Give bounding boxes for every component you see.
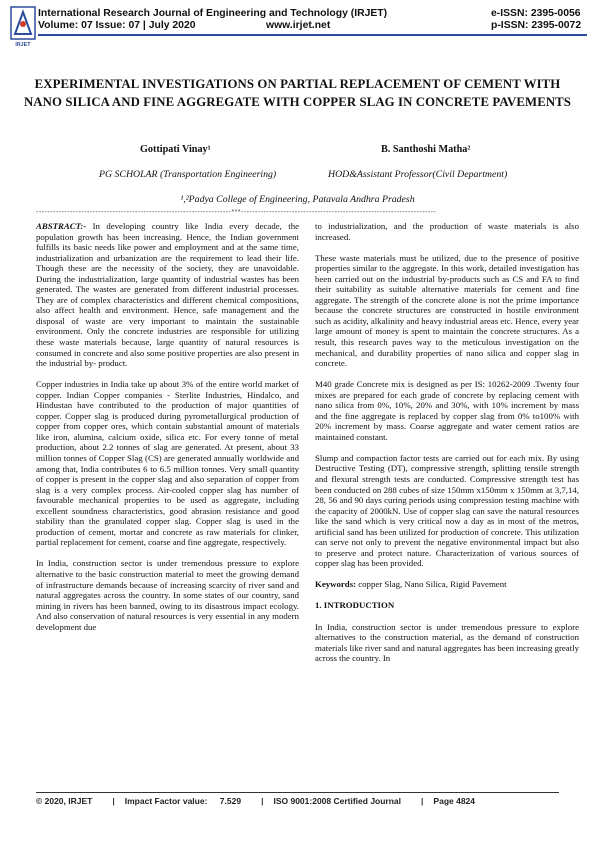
journal-name: International Research Journal of Engineering and Technology (IRJET): [38, 8, 388, 19]
impact-label: Impact Factor value:: [124, 796, 208, 806]
page-number: Page 4824: [433, 796, 476, 806]
left-column: [36, 221, 299, 643]
body-paragraph: These waste materials must be utilized, due to the presence of positive properties similar to the aggregate. In this work, detailed investigation has been carried out on the industrial by-products such as CS and FA to find their suitability as suitable alternative materials for cement and fine aggregate. The strength of the concrete alone is not the prime importance because the concrete structures are constructed in hostile environment such as acidity, alkalinity and heavy industrial areas etc. Hence, every year large amount of money is spent to maintain the concrete structures. As a result, this research paves way to the meticulous investigation on the mechanical, and durability properties of nano silica and copper slag in concrete.: [315, 252, 579, 369]
right-column: [315, 221, 579, 674]
impact-value: 7.529: [219, 796, 242, 806]
section-heading: 1. INTRODUCTION: [315, 600, 395, 611]
intro-paragraph: In India, construction sector is under tremendous pressure to explore alternatives to the construction material, as the demand of construction materials like river sand and natural aggregates has been increasing greatly across the country. In: [315, 621, 579, 664]
footer-copyright: © 2020, IRJET: [36, 796, 93, 806]
page-footer: [36, 796, 559, 806]
issn-block: [491, 8, 587, 32]
separator-line: ---------------------------------------------------------------------***---------------------------------------------------------------------: [36, 209, 437, 216]
abstract-text: In developing country like India every decade, the population growth has been increasing. Hence, the Indian government fulfills its basic needs like power and employment and at the same time, industrialization and urbanization are the requirement to lead their life. Though these are the necessity of the society, they are unavoidable. During the industrialization, large quantity of industrial wastes has been generated. The wastes are generated from different industrial processes. They are of complex characteristics and different chemical compositions, also affect health and environment. Hence, safe management and the disposal of waste are very important to maintain the sustainable environment. Only the concrete industries are responsible for utilizing these waste materials because, large quantity of natural resources is consumed in concrete and also some positive properties are also present in the industrial by- product.: [36, 221, 299, 369]
journal-url[interactable]: www.irjet.net: [266, 20, 331, 31]
body-paragraph: Slump and compaction factor tests are carried out for each mix. By using Destructive Testing (DT), compressive strength, splitting tensile strength and flexural strength tests are conducted. Compressive strength test has been conducted on 288 cubes of size 150mm x150mm x 150mm at 3,7,14, 28, 56 and 90 days curing periods using compression testing machine with the capacity of 2000kN. Use of copper slag can save the natural resources like the sand which is very critical now a day as in most of the metros, artificial sand has been utilized for production of concrete. This utilization can serve not only to prevent the negative environmental impact but also to preserve and protect nature. Characterization of various sources of copper slag has been provided.: [315, 452, 579, 569]
footer-divider-bar: |: [421, 796, 424, 806]
author-name-1: Gottipati Vinay¹: [140, 144, 211, 155]
author-affiliation-2: HOD&Assistant Professor(Civil Department): [328, 169, 508, 180]
author-affiliation-1: PG SCHOLAR (Transportation Engineering): [99, 169, 277, 180]
volume-issue: Volume: 07 Issue: 07 | July 2020: [38, 20, 196, 31]
keywords-label: Keywords:: [315, 579, 357, 590]
keywords-paragraph: [315, 579, 579, 590]
paper-title: EXPERIMENTAL INVESTIGATIONS ON PARTIAL REPLACEMENT OF CEMENT WITH NANO SILICA AND FINE AGGREGATE WITH COPPER SLAG IN CONCRETE PAVEMENTS: [23, 77, 572, 109]
abstract-label: ABSTRACT:-: [36, 221, 87, 231]
header-divider: [38, 34, 587, 36]
iso-certification: ISO 9001:2008 Certified Journal: [273, 796, 402, 806]
journal-header: [8, 4, 587, 50]
journal-info: [38, 8, 387, 32]
abstract-paragraph: [36, 221, 299, 369]
author-name-2: B. Santhoshi Matha²: [381, 144, 471, 155]
footer-divider-bar: |: [261, 796, 264, 806]
irjet-logo-icon: [10, 6, 36, 40]
logo-text: IRJET: [15, 42, 31, 48]
body-paragraph: M40 grade Concrete mix is designed as per IS: 10262-2009 .Twenty four mixes are prepared for each grade of concrete by replacing cement with nano silica from 0%, 10%, 20% and 30%, with 10% increment by mass and the fine aggregate is replaced by copper slag from 0% to100% with 20% increment by mass. Coarse aggregate and water cement ratios are maintained constant.: [315, 379, 579, 442]
footer-divider: [36, 792, 559, 793]
pissn: p-ISSN: 2395-0072: [491, 20, 582, 31]
eissn: e-ISSN: 2395-0056: [491, 8, 581, 19]
body-paragraph: Copper industries in India take up about 3% of the entire world market of copper. Indian Copper companies - Sterlite Industries, Hindalco, and Hindustan have contributed to the production of major quantities of copper. Copper slag is produced during pyrometallurgical production of copper from copper ores, which contain substantial amount of materials like iron, alumina, calcium oxide, silica etc. For every tonne of metal production, about 2.2 tonnes of slag are generated. At present, about 33 million tonnes of Copper Slag (CS) are generated annually worldwide and among that, India contributes 6 to 6.5 million tonnes. Very small quantity of copper is present in the copper slag and also separation of copper from slag is a very complex process. Air-cooled copper slag has number of favourable mechanical properties to be used as aggregate, including excellent soundness characteristics, good abrasion resistance and good stability than the granulated copper slag. Copper slag is used in the production of cement, mortar and concrete as raw materials for clinker, partial replacement for cement, coarse and fine aggregate, respectively.: [36, 379, 299, 548]
keywords-text: copper Slag, Nano Silica, Rigid Pavement: [356, 579, 507, 590]
body-paragraph: to industrialization, and the production of waste materials is also increased.: [315, 221, 579, 242]
college-line: ¹,²Padya College of Engineering, Patavala Andhra Pradesh: [180, 194, 415, 205]
footer-divider-bar: |: [112, 796, 115, 806]
body-paragraph: In India, construction sector is under tremendous pressure to explore alternative to the basic construction material to meet the growing demand of infrastructure demands because of increasing scarcity of river sand and natural aggregates across the country. In some states of our country, sand mining in rivers has been banned, owing to its disastrous impact ecology. And also conservation of natural resources is very essential in any modern development due: [36, 558, 299, 632]
